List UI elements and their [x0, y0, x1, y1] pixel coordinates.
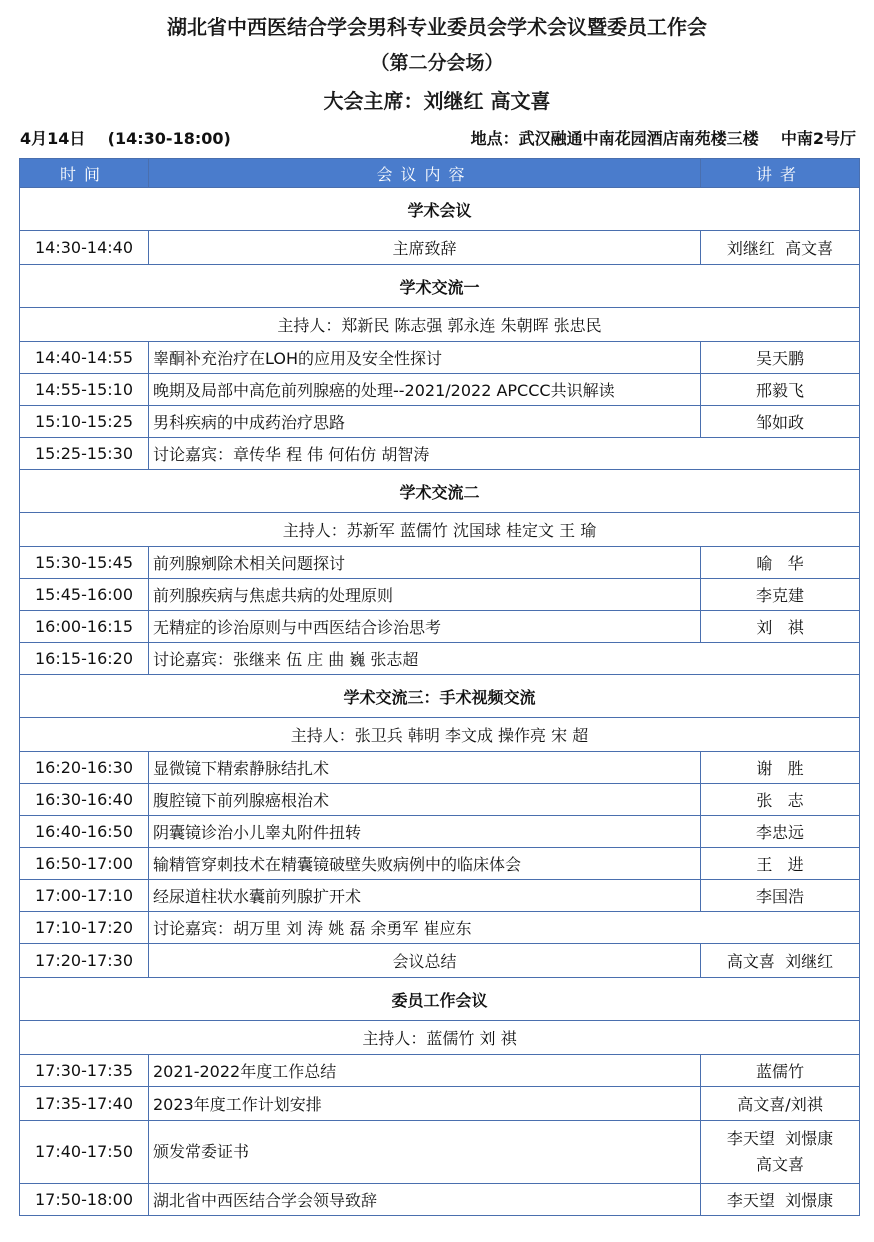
row-content: 显微镜下精索静脉结扎术: [149, 752, 701, 784]
row-content: 前列腺剜除术相关问题探讨: [149, 547, 701, 579]
row-content: 颁发常委证书: [149, 1121, 701, 1184]
row-time: 17:35-17:40: [20, 1087, 149, 1121]
row-speaker: 李天望 刘憬康 高文喜: [701, 1121, 860, 1184]
row-content: 腹腔镜下前列腺癌根治术: [149, 784, 701, 816]
host-line: 主持人：郑新民 陈志强 郭永连 朱朝晖 张忠民: [20, 308, 860, 342]
table-row: [20, 784, 860, 816]
row-time: 14:30-14:40: [20, 231, 149, 265]
table-row: [20, 1121, 860, 1184]
row-speaker: 李克建: [701, 579, 860, 611]
row-speaker: 张 志: [701, 784, 860, 816]
row-time: 17:50-18:00: [20, 1184, 149, 1216]
row-content: 输精管穿刺技术在精囊镜破壁失败病例中的临床体会: [149, 848, 701, 880]
row-content: 经尿道柱状水囊前列腺扩开术: [149, 880, 701, 912]
row-time: 17:10-17:20: [20, 912, 149, 944]
row-speaker: 谢 胜: [701, 752, 860, 784]
host-row: [20, 308, 860, 342]
row-speaker: 刘 祺: [701, 611, 860, 643]
section-title: 学术交流二: [20, 470, 860, 513]
host-row: [20, 513, 860, 547]
table-row: [20, 1087, 860, 1121]
row-content: 阴囊镜诊治小儿睾丸附件扭转: [149, 816, 701, 848]
discussion-row: [20, 438, 860, 470]
row-speaker: 李忠远: [701, 816, 860, 848]
row-time: 15:30-15:45: [20, 547, 149, 579]
session-subtitle: （第二分会场）: [370, 52, 504, 74]
row-time: 17:20-17:30: [20, 944, 149, 978]
row-time: 16:30-16:40: [20, 784, 149, 816]
row-speaker: 刘继红 高文喜: [701, 231, 860, 265]
table-row: [20, 547, 860, 579]
row-content: 睾酮补充治疗在LOH的应用及安全性探讨: [149, 342, 701, 374]
row-content: 会议总结: [149, 944, 701, 978]
section-title: 学术会议: [20, 188, 860, 231]
row-time: 15:25-15:30: [20, 438, 149, 470]
host-line: 主持人：张卫兵 韩明 李文成 操作亮 宋 超: [20, 718, 860, 752]
row-speaker: 吴天鹏: [701, 342, 860, 374]
section-row: [20, 265, 860, 308]
host-row: [20, 718, 860, 752]
header-content: 会议内容: [149, 159, 701, 188]
table-row: [20, 406, 860, 438]
discussion-row: [20, 643, 860, 675]
table-row: [20, 374, 860, 406]
section-title: 学术交流一: [20, 265, 860, 308]
row-time: 16:00-16:15: [20, 611, 149, 643]
row-content: 无精症的诊治原则与中西医结合诊治思考: [149, 611, 701, 643]
row-time: 15:10-15:25: [20, 406, 149, 438]
section-title: 委员工作会议: [20, 978, 860, 1021]
row-speaker: 高文喜 刘继红: [701, 944, 860, 978]
row-speaker: 高文喜/刘祺: [701, 1087, 860, 1121]
table-row: [20, 1184, 860, 1216]
table-row: [20, 1055, 860, 1087]
section-row: [20, 470, 860, 513]
table-row: [20, 848, 860, 880]
table-row: [20, 816, 860, 848]
table-row: [20, 579, 860, 611]
row-speaker: 李天望 刘憬康: [701, 1184, 860, 1216]
host-line: 主持人：苏新军 蓝儒竹 沈国球 桂定文 王 瑜: [20, 513, 860, 547]
row-speaker: 王 进: [701, 848, 860, 880]
host-row: [20, 1021, 860, 1055]
header-time: 时间: [20, 159, 149, 188]
row-time: 17:00-17:10: [20, 880, 149, 912]
location: 地点：武汉融通中南花园酒店南苑楼三楼 中南2号厅: [470, 129, 856, 148]
discussion-guests: 讨论嘉宾：胡万里 刘 涛 姚 磊 余勇军 崔应东: [149, 912, 860, 944]
discussion-guests: 讨论嘉宾：张继来 伍 庄 曲 巍 张志超: [149, 643, 860, 675]
row-content: 湖北省中西医结合学会领导致辞: [149, 1184, 701, 1216]
row-time: 14:40-14:55: [20, 342, 149, 374]
header-speaker: 讲者: [701, 159, 860, 188]
section-row: [20, 675, 860, 718]
table-row: [20, 342, 860, 374]
table-row: [20, 944, 860, 978]
section-title: 学术交流三：手术视频交流: [20, 675, 860, 718]
row-speaker: 蓝儒竹: [701, 1055, 860, 1087]
row-content: 男科疾病的中成药治疗思路: [149, 406, 701, 438]
row-time: 16:40-16:50: [20, 816, 149, 848]
row-time: 17:40-17:50: [20, 1121, 149, 1184]
chairs-line: 大会主席：刘继红 高文喜: [323, 89, 551, 113]
table-header-row: [20, 159, 860, 188]
section-row: [20, 188, 860, 231]
row-time: 17:30-17:35: [20, 1055, 149, 1087]
table-row: [20, 231, 860, 265]
document-title: 湖北省中西医结合学会男科专业委员会学术会议暨委员工作会: [167, 15, 707, 39]
row-content: 2023年度工作计划安排: [149, 1087, 701, 1121]
row-speaker: 李国浩: [701, 880, 860, 912]
row-time: 15:45-16:00: [20, 579, 149, 611]
row-content: 前列腺疾病与焦虑共病的处理原则: [149, 579, 701, 611]
table-row: [20, 880, 860, 912]
row-time: 16:20-16:30: [20, 752, 149, 784]
discussion-row: [20, 912, 860, 944]
table-row: [20, 611, 860, 643]
date-time: 4月14日 (14:30-18:00): [20, 129, 231, 148]
row-content: 主席致辞: [149, 231, 701, 265]
row-content: 2021-2022年度工作总结: [149, 1055, 701, 1087]
row-time: 16:50-17:00: [20, 848, 149, 880]
row-time: 14:55-15:10: [20, 374, 149, 406]
section-row: [20, 978, 860, 1021]
row-speaker: 喻 华: [701, 547, 860, 579]
schedule-table: [19, 158, 860, 1216]
table-row: [20, 752, 860, 784]
row-speaker: 邹如政: [701, 406, 860, 438]
row-speaker: 邢毅飞: [701, 374, 860, 406]
discussion-guests: 讨论嘉宾：章传华 程 伟 何佑仿 胡智涛: [149, 438, 860, 470]
host-line: 主持人：蓝儒竹 刘 祺: [20, 1021, 860, 1055]
row-content: 晚期及局部中高危前列腺癌的处理--2021/2022 APCCC共识解读: [149, 374, 701, 406]
row-time: 16:15-16:20: [20, 643, 149, 675]
